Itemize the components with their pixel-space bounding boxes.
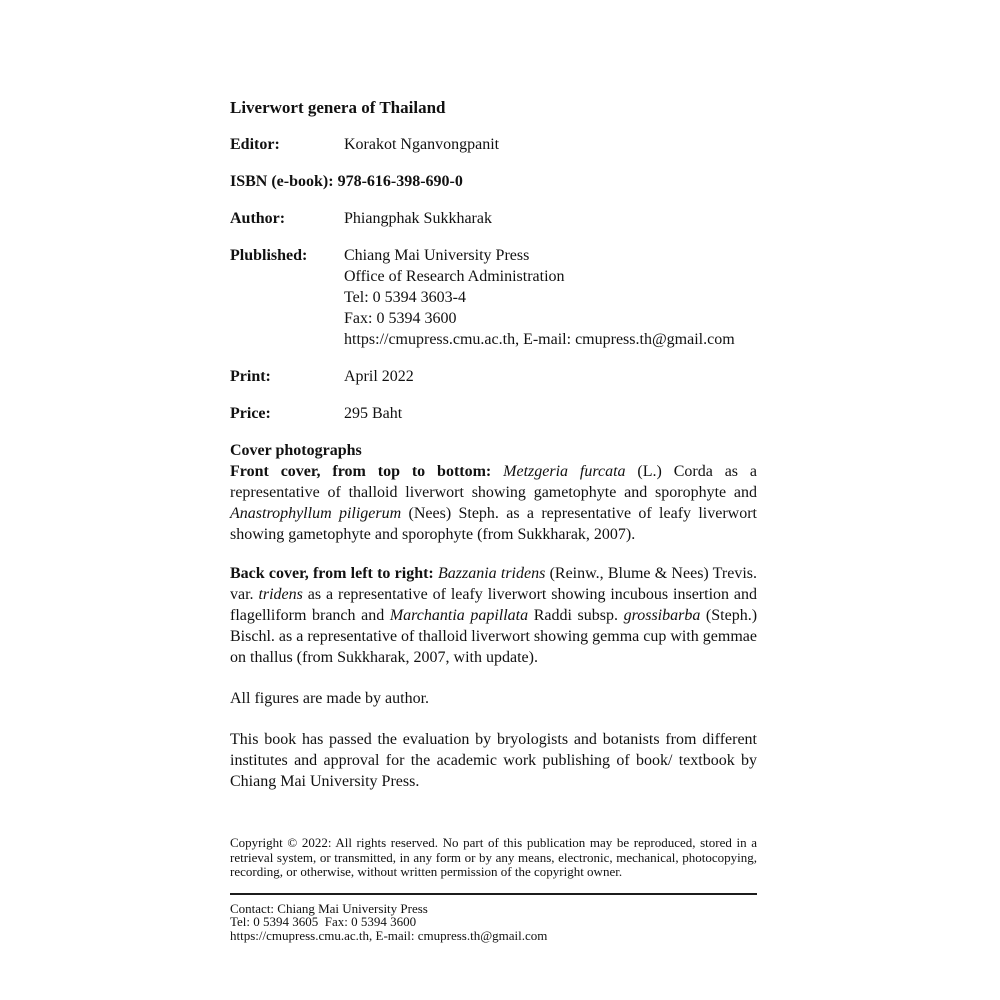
publisher-web-email: https://cmupress.cmu.ac.th, E-mail: cmupress.th@gmail.com <box>344 331 735 348</box>
text-segment: Raddi subsp. <box>528 607 624 624</box>
price-label: Price: <box>230 405 271 422</box>
author-value: Phiangphak Sukkharak <box>344 210 492 227</box>
text-segment: Bazzania tridens <box>437 565 546 582</box>
back-cover-description <box>230 563 757 668</box>
text-segment: (L.) Corda as a representative of thalloid liverwort showing gametophyte and sporophyte and <box>230 463 758 501</box>
divider-rule <box>230 893 757 895</box>
imprint-row-isbn <box>230 171 757 192</box>
imprint-row-price <box>230 403 757 424</box>
text-segment: grossibarba <box>623 607 701 624</box>
imprint-row-published <box>230 245 757 350</box>
publisher-fax: Fax: 0 5394 3600 <box>344 310 457 327</box>
publisher-details <box>344 245 735 350</box>
published-label: Plublished: <box>230 247 308 264</box>
text-segment: (Reinw., Blume & Nees) Trevis. var. <box>230 565 757 603</box>
text-segment: Metzgeria furcata <box>503 463 626 480</box>
book-title: Liverwort genera of Thailand <box>230 98 446 117</box>
text-segment: Anastrophyllum piligerum <box>230 505 402 522</box>
editor-value: Korakot Nganvongpanit <box>344 136 500 153</box>
front-cover-description <box>230 461 757 545</box>
isbn-value: 978-616-398-690-0 <box>337 173 463 190</box>
contact-phone-fax: Tel: 0 5394 3605 Fax: 0 5394 3600 <box>230 914 417 929</box>
editor-label: Editor: <box>230 136 280 153</box>
imprint-row-editor <box>230 134 757 155</box>
contact-web-email: https://cmupress.cmu.ac.th, E-mail: cmupress.th@gmail.com <box>230 927 548 943</box>
cover-photographs-heading: Cover photographs <box>230 442 362 459</box>
price-value: 295 Baht <box>344 405 403 422</box>
imprint-page <box>230 97 757 942</box>
evaluation-note: This book has passed the evaluation by bryologists and botanists from different institutes and approval for the academic work publishing of book/ textbook by Chiang Mai University Press. <box>230 731 757 790</box>
imprint-row-print <box>230 366 757 387</box>
text-segment: Marchantia papillata <box>389 607 529 624</box>
contact-block <box>230 902 757 943</box>
figures-note: All figures are made by author. <box>230 690 430 707</box>
author-label: Author: <box>230 210 286 227</box>
print-label: Print: <box>230 368 271 385</box>
text-segment: (Steph.) Bischl. as a representative of thalloid liverwort showing gemma cup with gemmae on thallus (from Sukkharak, 2007, with update). <box>230 607 758 666</box>
contact-name: Contact: Chiang Mai University Press <box>230 900 428 916</box>
text-segment: Front cover, from top to bottom: <box>230 463 504 480</box>
text-segment: Back cover, from left to right: <box>230 565 438 582</box>
print-value: April 2022 <box>344 368 414 385</box>
isbn-label: ISBN (e-book): <box>230 173 334 190</box>
text-segment: as a representative of leafy liverwort showing incubous insertion and flagelliform branch and <box>230 586 757 624</box>
text-segment: tridens <box>258 586 303 603</box>
text-segment: (Nees) Steph. as a representative of leafy liverwort showing gametophyte and sporophyte (from Sukkharak, 2007). <box>230 505 757 543</box>
imprint-row-author <box>230 208 757 229</box>
publisher-name: Chiang Mai University Press <box>344 247 530 264</box>
copyright-notice: Copyright © 2022: All rights reserved. No part of this publication may be reproduced, stored in a retrieval system, or transmitted, in any form or by any means, electronic, mechanical, photocopying, recording, or otherwise, without written permission of the copyright owner. <box>230 835 757 879</box>
publisher-tel: Tel: 0 5394 3603-4 <box>344 289 466 306</box>
publisher-office: Office of Research Administration <box>344 268 565 285</box>
